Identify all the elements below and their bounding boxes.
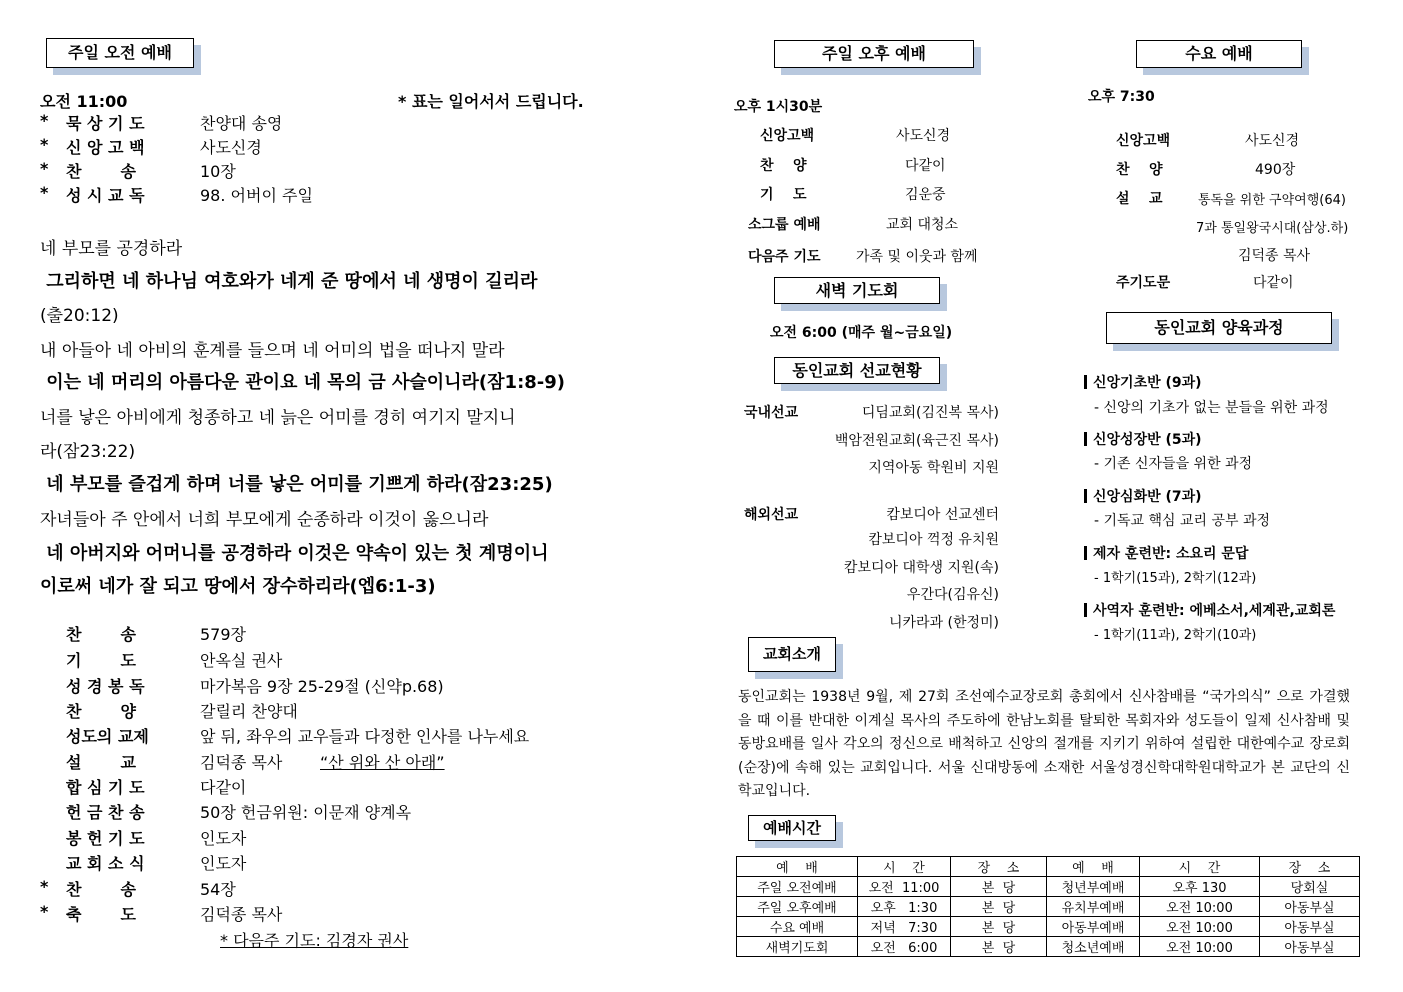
item-label: 신 앙 고 백 <box>66 138 145 157</box>
item-label: 찬 송 <box>66 625 136 644</box>
wednesday-time: 오후 7:30 <box>1088 89 1155 105</box>
item-label: 찬 송 <box>66 880 136 899</box>
mission-entry: 캄보디아 선교센터 <box>886 507 999 523</box>
afternoon-time: 오후 1시30분 <box>734 99 823 115</box>
wednesday-item-label: 신앙고백 <box>1116 133 1171 149</box>
table-row <box>737 877 1360 897</box>
morning-time: 오전 11:00 <box>40 92 128 111</box>
course-name-text: 사역자 훈련반: 에베소서,세계관,교회론 <box>1093 603 1336 619</box>
item-label: 축 도 <box>66 905 136 924</box>
item-value: 안옥실 권사 <box>200 651 283 670</box>
mission-entry: 캄보디아 대학생 지원(속) <box>843 560 999 576</box>
table-cell: 수요 예배 <box>737 917 858 937</box>
item-value: 인도자 <box>200 829 247 848</box>
wednesday-item-value: 통독을 위한 구약여행(64) <box>1198 193 1346 208</box>
item-label: 성도의 교제 <box>66 727 149 746</box>
afternoon-item-value: 사도신경 <box>896 128 951 144</box>
table-cell: 오후 1:30 <box>858 897 951 917</box>
table-cell: 본 당 <box>951 897 1047 917</box>
table-cell: 새벽기도회 <box>737 937 858 957</box>
course-desc: - 1학기(15과), 2학기(12과) <box>1094 571 1257 586</box>
item-value: 다같이 <box>200 778 247 797</box>
table-cell: 오전 10:00 <box>1140 917 1260 937</box>
table-cell: 당회실 <box>1260 877 1360 897</box>
table-header: 시 간 <box>858 857 951 877</box>
training-title: 동인교회 양육과정 <box>1154 318 1284 337</box>
bullet-bar <box>1084 375 1087 389</box>
item-value: 갈릴리 찬양대 <box>200 702 298 721</box>
scripture-line: 네 아버지와 어머니를 공경하라 이것은 약속이 있는 첫 계명이니 <box>40 543 549 564</box>
star-mark: * <box>40 159 49 178</box>
item-value: 54장 <box>200 880 236 899</box>
sermon-title: “산 위와 산 아래” <box>320 753 445 772</box>
item-label: 설 교 <box>66 753 136 772</box>
item-value: 마가복음 9장 25-29절 (신약p.68) <box>200 677 444 696</box>
course-name <box>1084 429 1202 449</box>
scripture-line: 이는 네 머리의 아름다운 관이요 네 목의 금 사슬이니라(잠1:8-9) <box>40 372 566 393</box>
scripture-line: 그리하면 네 하나님 여호와가 네게 준 땅에서 네 생명이 길리라 <box>40 271 538 292</box>
schedule-title: 예배시간 <box>763 819 821 837</box>
item-label: 교 회 소 식 <box>66 854 145 873</box>
table-header: 예 배 <box>1047 857 1140 877</box>
star-mark: * <box>40 135 49 154</box>
mission-entry: 디딤교회(김진복 목사) <box>861 405 999 421</box>
mission-entry: 캄보디아 꺽정 유치원 <box>868 532 999 548</box>
mission-title-box <box>774 357 940 384</box>
wednesday-title: 수요 예배 <box>1185 44 1253 63</box>
table-cell: 오전 6:00 <box>858 937 951 957</box>
afternoon-item-label: 기 도 <box>760 187 807 203</box>
intro-text: 동인교회는 1938년 9월, 제 27회 조선예수교장로회 총회에서 신사참배를 “국가의식” 으로 가결했을 때 이를 반대한 이계실 목사의 주도하에 한남노회를 탈퇴한 목회자와 성도들이 일제 신사참배 및 동방요배를 일사 각오의 정신으로 배척하고 신앙의 절개를 지키기 위하여 설립한 대한예수교 장로회(순장)에 속해 있는 교회입니다. 서울 신대방동에 소재한 서울성경신학대학원대학교가 본 교단의 신학교입니다. <box>738 689 1350 799</box>
table-cell: 주일 오후예배 <box>737 897 858 917</box>
item-label: 헌 금 찬 송 <box>66 803 145 822</box>
overseas-label: 해외선교 <box>744 507 799 523</box>
morning-title-box <box>46 38 194 68</box>
course-desc: - 신앙의 기초가 없는 분들을 위한 과정 <box>1094 400 1329 416</box>
next-prayer-note: * 다음주 기도: 김경자 권사 <box>220 931 409 950</box>
mission-title: 동인교회 선교현황 <box>792 361 922 380</box>
star-mark: * <box>40 902 49 921</box>
wednesday-preacher: 김덕종 목사 <box>1238 248 1311 264</box>
table-row <box>737 897 1360 917</box>
schedule-title-box <box>748 815 836 841</box>
mission-entry: 우간다(김유신) <box>906 587 999 603</box>
course-desc: - 1학기(11과), 2학기(10과) <box>1094 628 1257 643</box>
item-value: 98. 어버이 주일 <box>200 186 313 205</box>
course-desc: - 기독교 핵심 교리 공부 과정 <box>1094 513 1271 529</box>
wednesday-sermon-line2: 7과 통일왕국시대(삼상.하) <box>1196 221 1349 236</box>
afternoon-item-label: 신앙고백 <box>760 128 815 144</box>
course-name-text: 신앙성장반 (5과) <box>1093 432 1202 448</box>
table-cell: 아동부실 <box>1260 897 1360 917</box>
item-label: 봉 헌 기 도 <box>66 829 145 848</box>
star-mark: * <box>40 877 49 896</box>
scripture-line: (출20:12) <box>40 306 119 326</box>
table-header: 장 소 <box>951 857 1047 877</box>
intro-title: 교회소개 <box>763 645 821 663</box>
wednesday-closing-value: 다같이 <box>1253 275 1294 291</box>
afternoon-item-value: 다같이 <box>905 158 946 174</box>
schedule-table <box>736 856 1360 957</box>
scripture-line: 이로써 네가 잘 되고 땅에서 장수하리라(엡6:1-3) <box>40 576 436 597</box>
table-cell: 본 당 <box>951 937 1047 957</box>
table-cell: 본 당 <box>951 917 1047 937</box>
table-header: 시 간 <box>1140 857 1260 877</box>
item-label: 합 심 기 도 <box>66 778 145 797</box>
scripture-line: 라(잠23:22) <box>40 442 136 462</box>
scripture-line: 자녀들아 주 안에서 너희 부모에게 순종하라 이것이 옳으니라 <box>40 510 489 530</box>
table-header: 예 배 <box>737 857 858 877</box>
dawn-time: 오전 6:00 (매주 월~금요일) <box>770 325 953 341</box>
wednesday-title-box <box>1136 40 1302 68</box>
afternoon-item-value: 교회 대청소 <box>886 217 959 233</box>
course-name <box>1084 543 1248 563</box>
table-header-row <box>737 857 1360 877</box>
table-cell: 본 당 <box>951 877 1047 897</box>
item-value: 찬양대 송영 <box>200 114 283 133</box>
training-title-box <box>1106 312 1332 344</box>
item-label: 기 도 <box>66 651 136 670</box>
dawn-title: 새벽 기도회 <box>815 281 899 300</box>
wednesday-item-label: 찬 양 <box>1116 162 1163 178</box>
course-desc: - 기존 신자들을 위한 과정 <box>1094 456 1253 472</box>
afternoon-title-box <box>774 40 974 68</box>
bullet-bar <box>1084 603 1087 617</box>
intro-title-box <box>748 637 836 672</box>
mission-entry: 지역아동 학원비 지원 <box>868 460 999 476</box>
morning-title: 주일 오전 예배 <box>68 43 172 62</box>
course-name-text: 신앙기초반 (9과) <box>1093 375 1202 391</box>
item-label: 찬 양 <box>66 702 136 721</box>
star-mark: * <box>40 111 49 130</box>
mission-entry: 백암전원교회(육근진 목사) <box>834 433 999 449</box>
afternoon-item-label: 다음주 기도 <box>748 249 821 265</box>
table-row <box>737 917 1360 937</box>
scripture-line: 네 부모를 즐겁게 하며 너를 낳은 어미를 기쁘게 하라(잠23:25) <box>40 474 553 495</box>
wednesday-item-value: 사도신경 <box>1245 133 1300 149</box>
table-cell: 주일 오전예배 <box>737 877 858 897</box>
table-header: 장 소 <box>1260 857 1360 877</box>
table-cell: 오전 11:00 <box>858 877 951 897</box>
item-value: 김덕종 목사 <box>200 905 283 924</box>
table-cell: 저녁 7:30 <box>858 917 951 937</box>
course-name-text: 신앙심화반 (7과) <box>1093 489 1202 505</box>
dawn-title-box <box>774 277 940 304</box>
table-cell: 아동부예배 <box>1047 917 1140 937</box>
table-cell: 아동부실 <box>1260 937 1360 957</box>
table-cell: 유치부예배 <box>1047 897 1140 917</box>
item-value: 김덕종 목사 <box>200 753 283 772</box>
table-row <box>737 937 1360 957</box>
afternoon-item-value: 김운중 <box>905 187 946 203</box>
table-cell: 청년부예배 <box>1047 877 1140 897</box>
afternoon-item-label: 찬 양 <box>760 158 807 174</box>
scripture-line: 내 아들아 네 아비의 훈계를 들으며 네 어미의 법을 떠나지 말라 <box>40 341 505 361</box>
bullet-bar <box>1084 432 1087 446</box>
domestic-label: 국내선교 <box>744 405 799 421</box>
item-value: 579장 <box>200 625 246 644</box>
item-value: 인도자 <box>200 854 247 873</box>
wednesday-item-value: 490장 <box>1255 162 1296 178</box>
course-name <box>1084 486 1202 506</box>
afternoon-title: 주일 오후 예배 <box>822 44 926 63</box>
star-mark: * <box>40 183 49 202</box>
wednesday-item-label: 설 교 <box>1116 191 1163 207</box>
table-cell: 오전 10:00 <box>1140 897 1260 917</box>
item-label: 묵 상 기 도 <box>66 114 145 133</box>
bullet-bar <box>1084 489 1087 503</box>
scripture-line: 너를 낳은 아비에게 청종하고 네 늙은 어미를 경히 여기지 말지니 <box>40 408 516 428</box>
wednesday-closing-label: 주기도문 <box>1116 275 1171 291</box>
table-cell: 청소년예배 <box>1047 937 1140 957</box>
item-label: 성 경 봉 독 <box>66 677 145 696</box>
item-value: 앞 뒤, 좌우의 교우들과 다정한 인사를 나누세요 <box>200 727 530 746</box>
course-name <box>1084 372 1202 392</box>
item-value: 10장 <box>200 162 236 181</box>
afternoon-item-label: 소그룹 예배 <box>748 217 821 233</box>
item-label: 찬 송 <box>66 162 136 181</box>
table-cell: 오후 130 <box>1140 877 1260 897</box>
table-cell: 아동부실 <box>1260 917 1360 937</box>
course-name-text: 제자 훈련반: 소요리 문답 <box>1093 546 1249 562</box>
table-cell: 오전 10:00 <box>1140 937 1260 957</box>
item-label: 성 시 교 독 <box>66 186 145 205</box>
scripture-line: 네 부모를 공경하라 <box>40 239 183 259</box>
course-name <box>1084 600 1335 620</box>
item-value: 사도신경 <box>200 138 262 157</box>
mission-entry: 니카라과 (한정미) <box>888 615 999 631</box>
item-value: 50장 헌금위원: 이문재 양계옥 <box>200 803 412 822</box>
bullet-bar <box>1084 546 1087 560</box>
afternoon-item-value: 가족 및 이웃과 함께 <box>856 249 978 265</box>
standing-note: * 표는 일어서서 드립니다. <box>398 92 584 111</box>
